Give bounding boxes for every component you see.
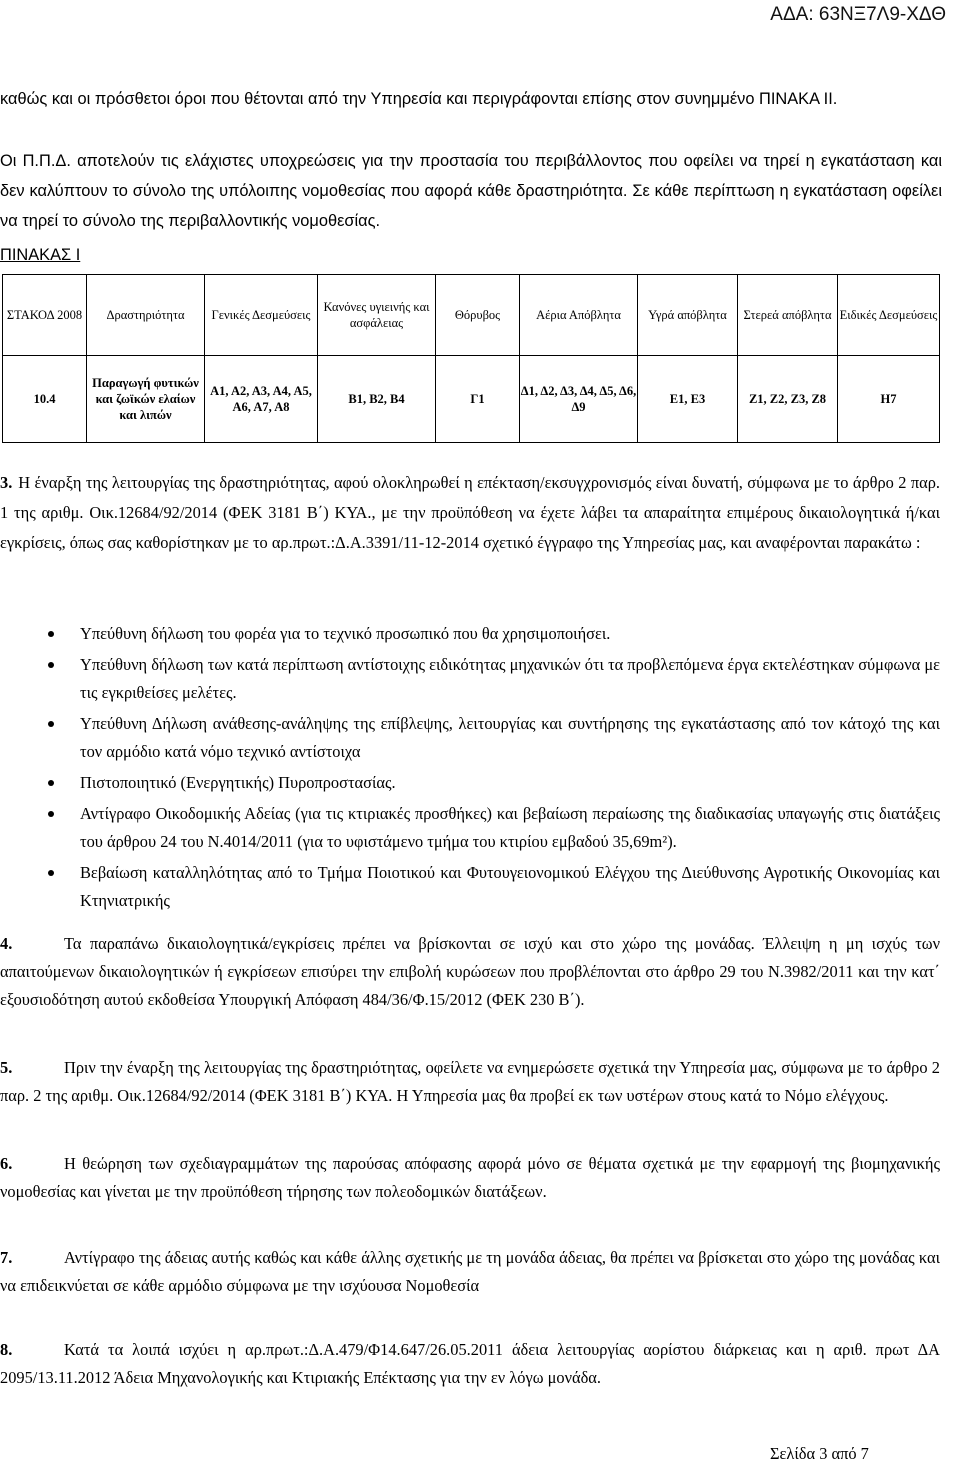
section-5 xyxy=(0,1054,940,1110)
intro-paragraph-2: Οι Π.Π.Δ. αποτελούν τις ελάχιστες υποχρεώσεις για την προστασία του περιβάλλοντος που οφείλει να τηρεί η εγκατάσταση και δεν καλύπτουν το σύνολο της υπόλοιπης νομοθεσίας που αφορά κάθε δραστηριότητα. Σε κάθε περίπτωση η εγκατάσταση οφείλει να τηρεί το σύνολο της περιβαλλοντικής νομοθεσίας. xyxy=(0,152,942,230)
section-6 xyxy=(0,1150,940,1206)
page-number: Σελίδα 3 από 7 xyxy=(770,1444,869,1463)
activity-table xyxy=(2,274,940,443)
cell-activity: Παραγωγή φυτικών και ζωϊκών ελαίων και λιπών xyxy=(87,356,205,443)
list-item-text: Αντίγραφο Οικοδομικής Αδείας (για τις κτιριακές προσθήκες) και βεβαίωση περαίωσης της διαδικασίας υπαγωγής στις διατάξεις του άρθρου 24 του Ν.4014/2011 (για το υφιστάμενο τμήμα του κτιρίου εμβαδού 35,69m²). xyxy=(80,804,940,851)
intro-paragraph-1: καθώς και οι πρόσθετοι όροι που θέτονται από την Υπηρεσία και περιγράφονται επίσης στον συνημμένο ΠΙΝΑΚΑ ΙΙ. xyxy=(0,90,838,108)
bullet-icon xyxy=(48,662,54,668)
header-solid: Στερεά απόβλητα xyxy=(738,275,838,356)
table-header-row xyxy=(3,275,940,356)
section-6-number: 6. xyxy=(0,1154,13,1173)
section-3-text: Η έναρξη της λειτουργίας της δραστηριότητας, αφού ολοκληρωθεί η επέκταση/εκσυγχρονισμός είναι δυνατή, σύμφωνα με το άρθρο 2 παρ. 1 της αριθμ. Οικ.12684/92/2014 (ΦΕΚ 3181 Β΄) ΚΥΑ., με την προϋπόθεση να έχετε λάβει τα απαραίτητα επιμέρους δικαιολογητικά ή/και εγκρίσεις, όπως σας καθορίστηκαν με το αρ.πρωτ.:Δ.Α.3391/11-12-2014 σχετικό έγγραφο της Υπηρεσίας μας, και αναφέρονται παρακάτω : xyxy=(0,473,940,552)
list-item xyxy=(0,620,940,648)
section-4-text: Τα παραπάνω δικαιολογητικά/εγκρίσεις πρέπει να βρίσκονται σε ισχύ και στο χώρο της μονάδας. Έλλειψη η μη ισχύς των απαιτούμενων δικαιολογητικών ή εγκρίσεων επισύρει την επιβολή κυρώσεων που προβλέπονται στο άρθρο 29 του Ν.3982/2011 και την κατ΄ εξουσιοδότηση αυτού εκδοθείσα Υπουργική Απόφαση 484/36/Φ.15/2012 (ΦΕΚ 230 Β΄). xyxy=(0,934,940,1009)
section-4 xyxy=(0,930,940,1014)
list-item-text: Υπεύθυνη δήλωση των κατά περίπτωση αντίστοιχης ειδικότητας μηχανικών ότι τα προβλεπόμενα έργα εκτελέστηκαν σύμφωνα με τις εγκριθείσες μελέτες. xyxy=(80,655,940,702)
header-noise: Θόρυβος xyxy=(436,275,520,356)
list-item xyxy=(0,859,940,915)
table-row xyxy=(3,356,940,443)
list-item xyxy=(0,710,940,766)
section-6-text: Η θεώρηση των σχεδιαγραμμάτων της παρούσας απόφασης αφορά μόνο σε θέματα σχετικά με την εφαρμογή της βιομηχανικής νομοθεσίας και γίνεται με την προϋπόθεση τήρησης των πολεοδομικών διατάξεων. xyxy=(0,1154,940,1201)
cell-special: Η7 xyxy=(838,356,940,443)
list-item xyxy=(0,651,940,707)
bullet-icon xyxy=(48,870,54,876)
section-4-number: 4. xyxy=(0,934,13,953)
section-7 xyxy=(0,1244,940,1300)
cell-hygiene: Β1, Β2, Β4 xyxy=(318,356,436,443)
list-item-text: Υπεύθυνη Δήλωση ανάθεσης-ανάληψης της επίβλεψης, λειτουργίας και συντήρησης της εγκατάστασης από τον κάτοχό της και τον αρμόδιο κατά νόμο τεχνικό αντίστοιχα xyxy=(80,714,940,761)
bullet-icon xyxy=(48,721,54,727)
list-item xyxy=(0,800,940,856)
bullet-icon xyxy=(48,631,54,637)
ada-code: ΑΔΑ: 63ΝΞ7Λ9-ΧΔΘ xyxy=(770,4,946,25)
bullet-icon xyxy=(48,780,54,786)
section-3 xyxy=(0,468,940,558)
list-item xyxy=(0,769,940,797)
header-stakod: ΣΤΑΚΟΔ 2008 xyxy=(3,275,87,356)
header-activity: Δραστηριότητα xyxy=(87,275,205,356)
list-item-text: Πιστοποιητικό (Ενεργητικής) Πυροπροστασίας. xyxy=(80,773,396,792)
cell-liquid: Ε1, Ε3 xyxy=(638,356,738,443)
cell-stakod: 10.4 xyxy=(3,356,87,443)
cell-noise: Γ1 xyxy=(436,356,520,443)
section-5-text: Πριν την έναρξη της λειτουργίας της δραστηριότητας, οφείλετε να ενημερώσετε σχετικά την Υπηρεσία μας, σύμφωνα με το άρθρο 2 παρ. 2 της αριθμ. Οικ.12684/92/2014 (ΦΕΚ 3181 Β΄) ΚΥΑ. Η Υπηρεσία μας θα προβεί εκ των υστέρων στους κατά το Νόμο ελέγχους. xyxy=(0,1058,940,1105)
section-7-number: 7. xyxy=(0,1248,13,1267)
section-7-text: Αντίγραφο της άδειας αυτής καθώς και κάθε άλλης σχετικής με τη μονάδα άδειας, θα πρέπει να βρίσκεται στο χώρο της μονάδας και να επιδεικνύεται σε κάθε αρμόδιο σύμφωνα με την ισχύουσα Νομοθεσία xyxy=(0,1248,940,1295)
section-8-text: Κατά τα λοιπά ισχύει η αρ.πρωτ.:Δ.Α.479/Φ14.647/26.05.2011 άδεια λειτουργίας αορίστου διάρκειας και η αριθ. πρωτ ΔΑ 2095/13.11.2012 Άδεια Μηχανολογικής και Κτιριακής Επέκτασης για την εν λόγω μονάδα. xyxy=(0,1340,940,1387)
cell-solid: Ζ1, Ζ2, Ζ3, Ζ8 xyxy=(738,356,838,443)
section-3-number: 3. xyxy=(0,473,13,492)
list-item-text: Βεβαίωση καταλληλότητας από το Τμήμα Ποιοτικού και Φυτουγειονομικού Ελέγχου της Διεύθυνσης Αγροτικής Οικονομίας και Κτηνιατρικής xyxy=(80,863,940,910)
header-hygiene: Κανόνες υγιεινής και ασφάλειας xyxy=(318,275,436,356)
header-special: Ειδικές Δεσμεύσεις xyxy=(838,275,940,356)
cell-air: Δ1, Δ2, Δ3, Δ4, Δ5, Δ6, Δ9 xyxy=(520,356,638,443)
section-8 xyxy=(0,1336,940,1392)
header-liquid: Υγρά απόβλητα xyxy=(638,275,738,356)
header-air: Αέρια Απόβλητα xyxy=(520,275,638,356)
section-5-number: 5. xyxy=(0,1058,13,1077)
bullet-icon xyxy=(48,811,54,817)
section-8-number: 8. xyxy=(0,1340,13,1359)
table-title: ΠΙΝΑΚΑΣ Ι xyxy=(0,246,81,264)
requirements-list xyxy=(0,620,940,918)
cell-general: Α1, Α2, Α3, Α4, Α5, Α6, Α7, Α8 xyxy=(205,356,318,443)
list-item-text: Υπεύθυνη δήλωση του φορέα για το τεχνικό προσωπικό που θα χρησιμοποιήσει. xyxy=(80,624,611,643)
header-general: Γενικές Δεσμεύσεις xyxy=(205,275,318,356)
